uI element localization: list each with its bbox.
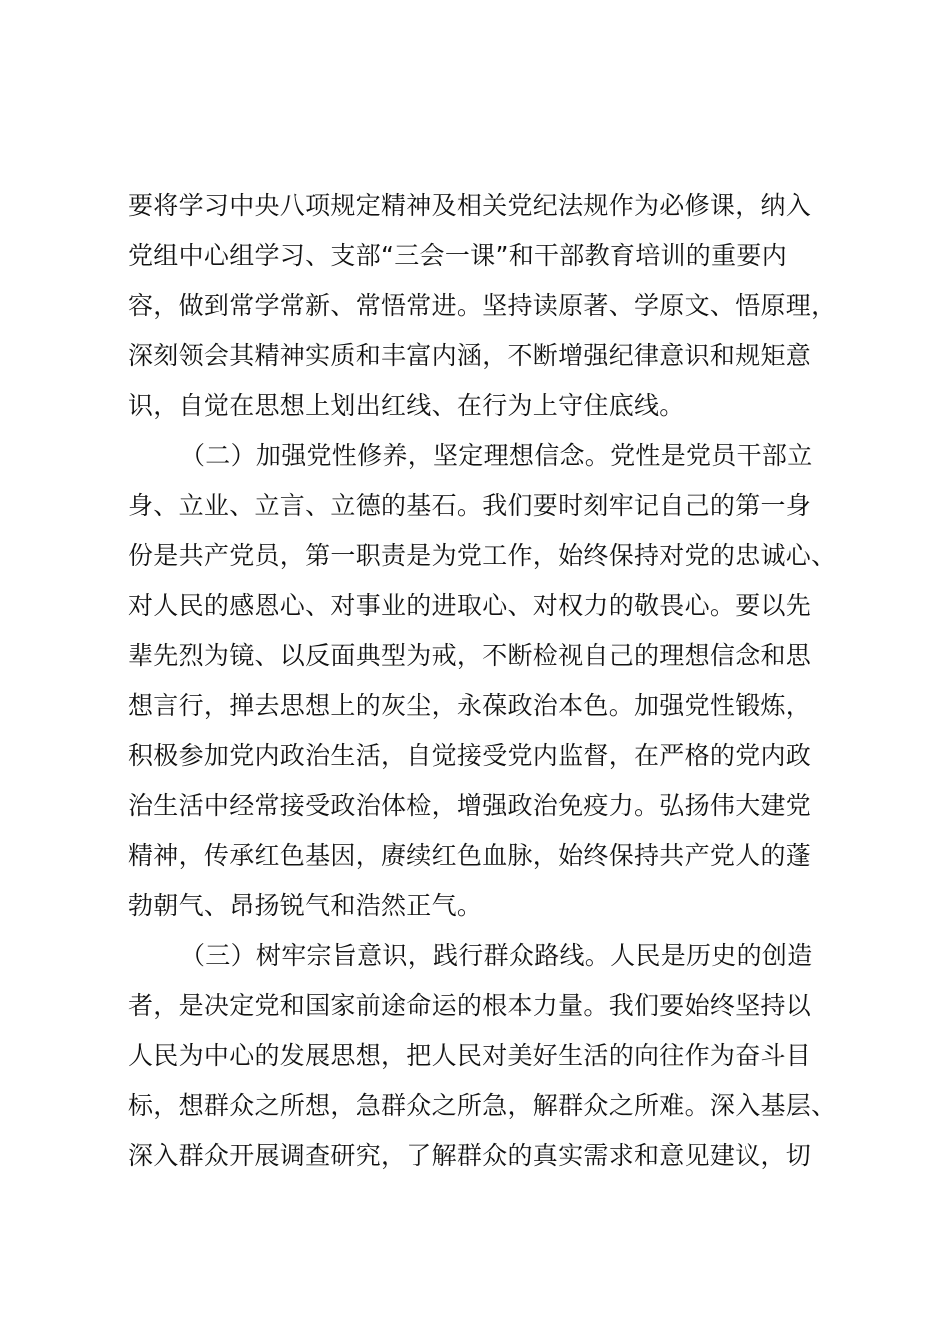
- text-line: 人民为中心的发展思想，把人民对美好生活的向往作为奋斗目: [128, 1041, 812, 1070]
- text-line: 想言行，掸去思想上的灰尘，永葆政治本色。加强党性锻炼，: [128, 691, 812, 720]
- paragraph-2: [128, 431, 854, 931]
- text-line: 容，做到常学常新、常悟常进。坚持读原著、学原文、悟原理，: [128, 291, 837, 320]
- text-line: 辈先烈为镜、以反面典型为戒，不断检视自己的理想信念和思: [128, 641, 812, 670]
- text-line: 治生活中经常接受政治体检，增强政治免疫力。弘扬伟大建党: [128, 791, 812, 820]
- paragraph-1: [128, 181, 854, 431]
- text-line: 对人民的感恩心、对事业的进取心、对权力的敬畏心。要以先: [128, 591, 812, 620]
- text-line: 深入群众开展调查研究，了解群众的真实需求和意见建议，切: [128, 1141, 812, 1170]
- text-line: 党组中心组学习、支部“三会一课”和干部教育培训的重要内: [128, 241, 788, 270]
- text-line: （三）树牢宗旨意识，践行群众路线。人民是历史的创造: [180, 941, 813, 970]
- text-line: 深刻领会其精神实质和丰富内涵，不断增强纪律意识和规矩意: [128, 341, 812, 370]
- text-line: 标，想群众之所想，急群众之所急，解群众之所难。深入基层、: [128, 1091, 837, 1120]
- text-line: 精神，传承红色基因，赓续红色血脉，始终保持共产党人的蓬: [128, 841, 812, 870]
- text-line: 积极参加党内政治生活，自觉接受党内监督，在严格的党内政: [128, 741, 812, 770]
- text-line: 者，是决定党和国家前途命运的根本力量。我们要始终坚持以: [128, 991, 812, 1020]
- document-body: [128, 181, 854, 1181]
- text-line: 份是共产党员，第一职责是为党工作，始终保持对党的忠诚心、: [128, 541, 837, 570]
- text-line: （二）加强党性修养，坚定理想信念。党性是党员干部立: [180, 441, 813, 470]
- text-line: 身、立业、立言、立德的基石。我们要时刻牢记自己的第一身: [128, 491, 812, 520]
- text-line: 要将学习中央八项规定精神及相关党纪法规作为必修课，纳入: [128, 191, 812, 220]
- paragraph-3: [128, 931, 854, 1181]
- text-line: 勃朝气、昂扬锐气和浩然正气。: [128, 891, 483, 920]
- text-line: 识，自觉在思想上划出红线、在行为上守住底线。: [128, 391, 685, 420]
